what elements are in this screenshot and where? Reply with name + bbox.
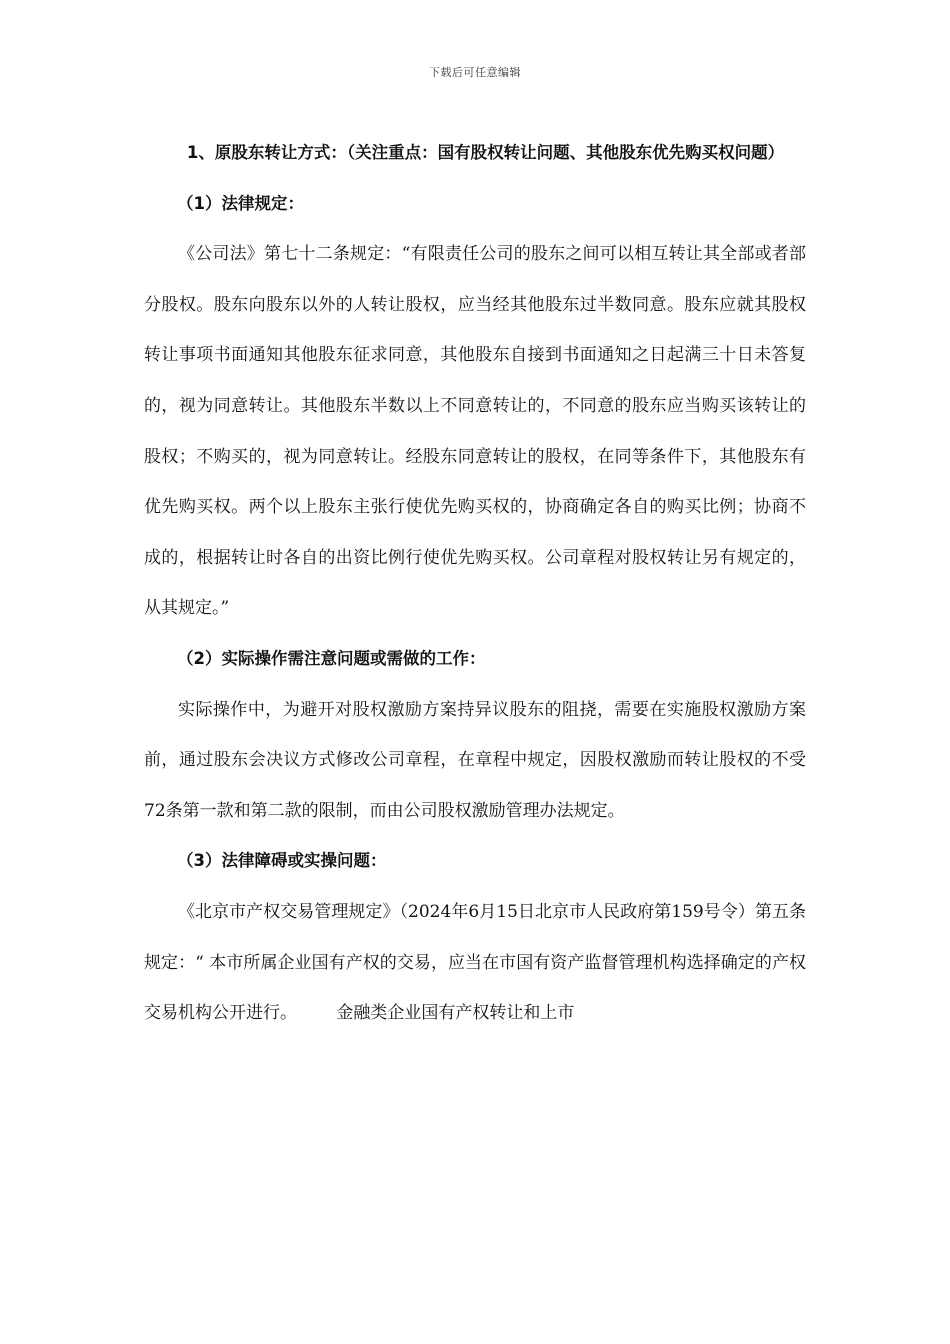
subheading-legal-obstacles: （3）法律障碍或实操问题： <box>177 851 387 871</box>
paragraph-practical-operation: 实际操作中，为避开对股权激励方案持异议股东的阻挠，需要在实施股权激励方案前，通过股东会决议方式修改公司章程，在章程中规定，因股权激励而转让股权的不受72条第一款和第二款的限制，而由公司股权激励管理办法规定。 <box>144 699 806 821</box>
subheading-legal-provisions: （1）法律规定： <box>177 193 304 213</box>
paragraph-beijing-regulation: 《北京市产权交易管理规定》（2024年6月15日北京市人民政府第159号令）第五条规定：“ 本市所属企业国有产权的交易，应当在市国有资产监督管理机构选择确定的产权交易机构公开进行。 金融类企业国有产权转让和上市 <box>144 901 806 1024</box>
section-heading-transfer-method: 1、原股东转让方式：（关注重点：国有股权转让问题、其他股东优先购买权问题） <box>186 143 785 162</box>
page-header: 下载后可任意编辑 <box>429 66 521 79</box>
paragraph-company-law-article-72: 《公司法》第七十二条规定：“有限责任公司的股东之间可以相互转让其全部或者部分股权。股东向股东以外的人转让股权，应当经其他股东过半数同意。股东应就其股权转让事项书面通知其他股东征求同意，其他股东自接到书面通知之日起满三十日未答复的，视为同意转让。其他股东半数以上不同意转让的，不同意的股东应当购买该转让的股权；不购买的，视为同意转让。经股东同意转让的股权，在同等条件下，其他股东有优先购买权。两个以上股东主张行使优先购买权的，协商确定各自的购买比例；协商不成的，根据转让时各自的出资比例行使优先购买权。公司章程对股权转让另有规定的，从其规定。” <box>144 244 806 619</box>
document-body <box>144 128 806 1039</box>
subheading-practical-notes: （2）实际操作需注意问题或需做的工作： <box>177 648 486 668</box>
